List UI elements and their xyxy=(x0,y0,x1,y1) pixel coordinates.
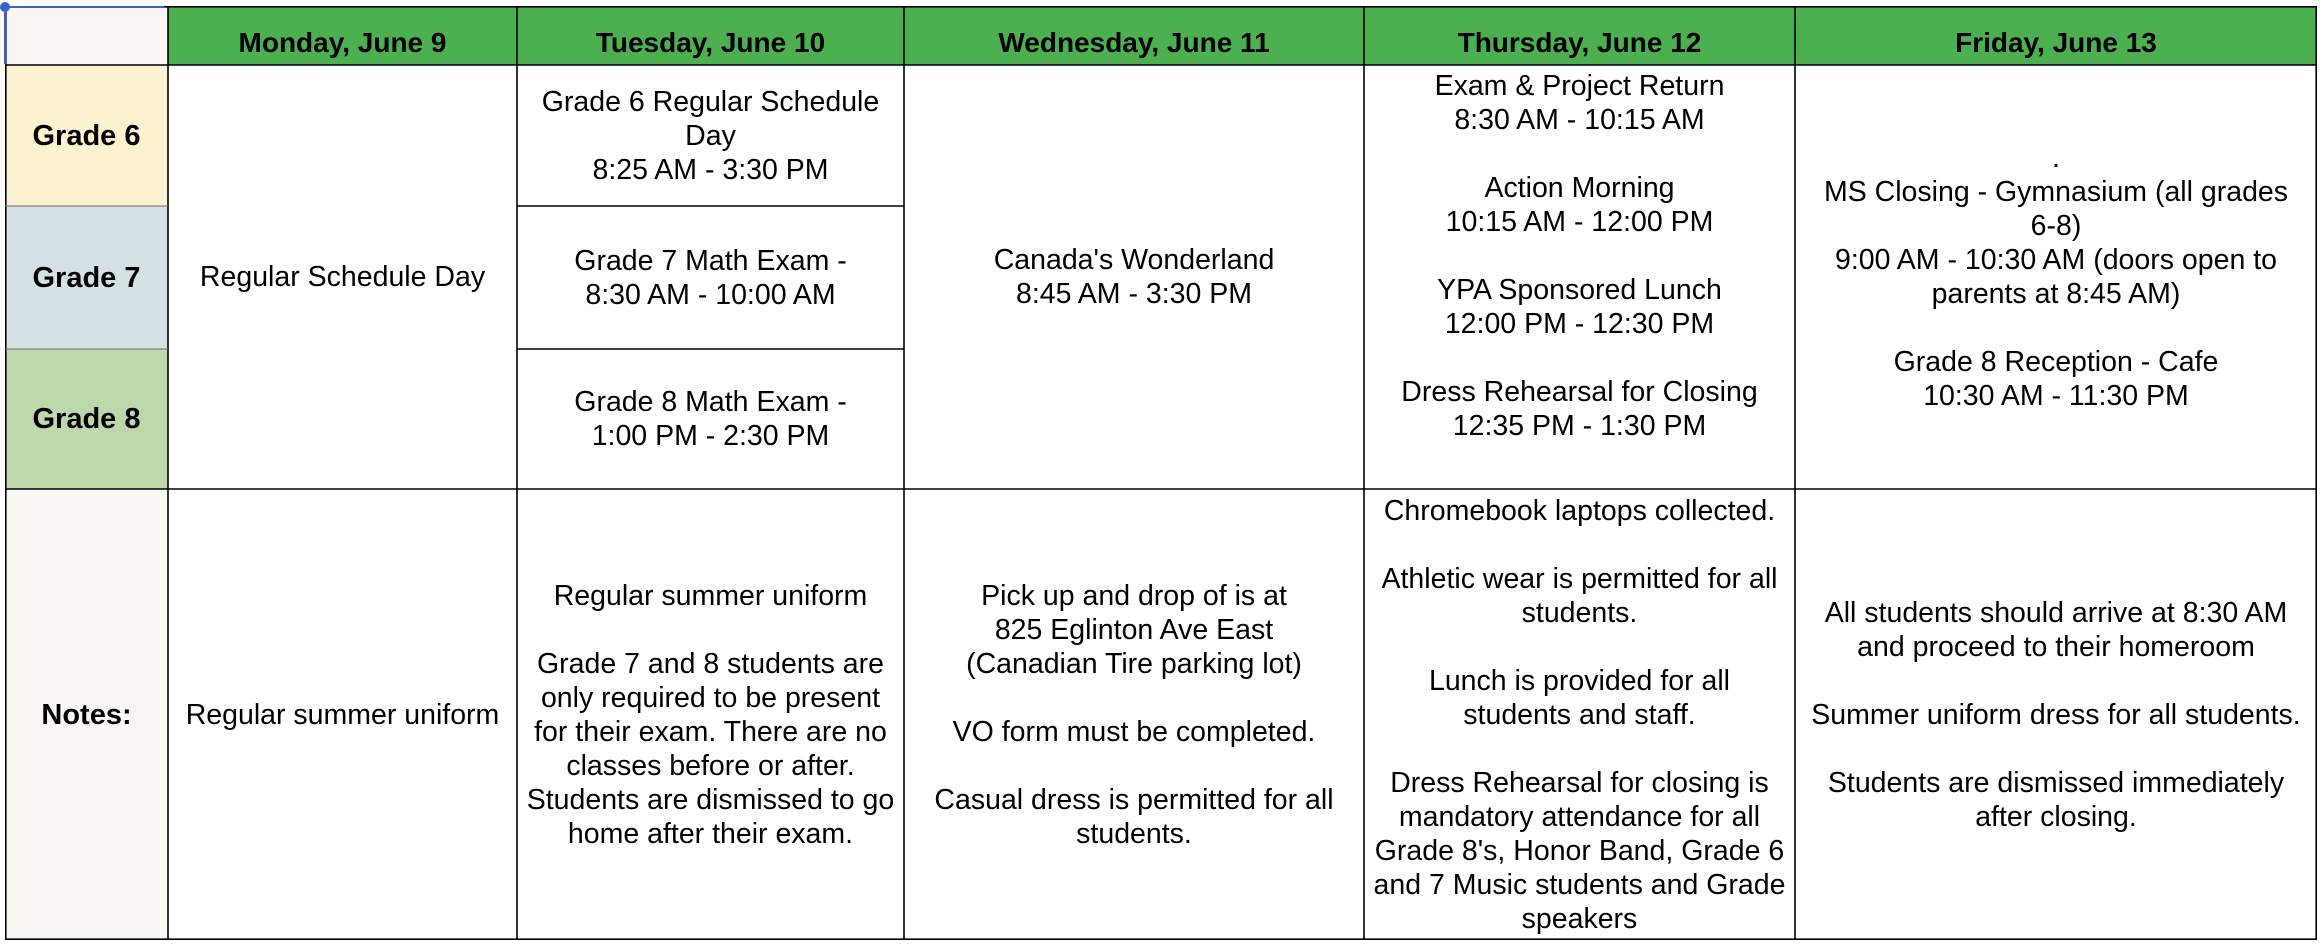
tuesday-grade6-cell[interactable]: Grade 6 Regular Schedule Day 8:25 AM - 3:30 PM xyxy=(541,85,880,186)
friday-notes-cell[interactable]: All students should arrive at 8:30 AM and proceed to their homeroom Summer uniform dress for all students. Students are dismissed immediately after closing. xyxy=(1811,596,2301,833)
row-header-grade-6[interactable]: Grade 6 xyxy=(5,65,168,206)
header-wednesday[interactable]: Wednesday, June 11 xyxy=(904,6,1364,65)
tuesday-grade8-cell[interactable]: Grade 8 Math Exam - 1:00 PM - 2:30 PM xyxy=(574,386,847,452)
tuesday-notes-cell[interactable]: Regular summer uniform Grade 7 and 8 students are only required to be present for their exam. There are no classes before or after. Students are dismissed to go home after their exam. xyxy=(526,579,895,850)
tuesday-grade7-cell[interactable]: Grade 7 Math Exam - 8:30 AM - 10:00 AM xyxy=(574,244,847,311)
row-header-grade-8[interactable]: Grade 8 xyxy=(5,349,168,489)
wednesday-schedule-cell[interactable]: Canada's Wonderland 8:45 AM - 3:30 PM xyxy=(993,244,1275,310)
header-friday[interactable]: Friday, June 13 xyxy=(1795,6,2317,65)
monday-notes-cell[interactable]: Regular summer uniform xyxy=(185,698,500,731)
wednesday-notes-cell[interactable]: Pick up and drop of is at 825 Eglinton Ave East (Canadian Tire parking lot) VO form must be completed. Casual dress is permitted for all students. xyxy=(934,579,1334,850)
friday-schedule-cell[interactable]: . MS Closing - Gymnasium (all grades 6-8) 9:00 AM - 10:30 AM (doors open to parents at 8:45 AM) Grade 8 Reception - Cafe 10:30 AM - 11:30 PM xyxy=(1823,142,2289,412)
corner-cell[interactable] xyxy=(5,6,168,65)
thursday-notes-cell[interactable]: Chromebook laptops collected. Athletic wear is permitted for all students. Lunch is provided for all students and staff. Dress Rehearsal for closing is mandatory attendance for all Grade 8's, Honor Band, Grade 6 and 7 Music students and Grade speakers xyxy=(1373,495,1786,935)
header-thursday[interactable]: Thursday, June 12 xyxy=(1364,6,1795,65)
selection-border-top xyxy=(4,6,164,8)
row-header-grade-7[interactable]: Grade 7 xyxy=(5,206,168,349)
schedule-table xyxy=(5,6,2317,940)
row-header-notes[interactable]: Notes: xyxy=(5,489,168,940)
thursday-schedule-cell[interactable]: Exam & Project Return 8:30 AM - 10:15 AM Action Morning 10:15 AM - 12:00 PM YPA Sponsored Lunch 12:00 PM - 12:30 PM Dress Rehearsal for Closing 12:35 PM - 1:30 PM xyxy=(1401,70,1758,442)
selection-border-left xyxy=(4,6,6,64)
header-tuesday[interactable]: Tuesday, June 10 xyxy=(517,6,904,65)
monday-schedule-cell[interactable]: Regular Schedule Day xyxy=(199,261,486,293)
header-monday[interactable]: Monday, June 9 xyxy=(168,6,517,65)
